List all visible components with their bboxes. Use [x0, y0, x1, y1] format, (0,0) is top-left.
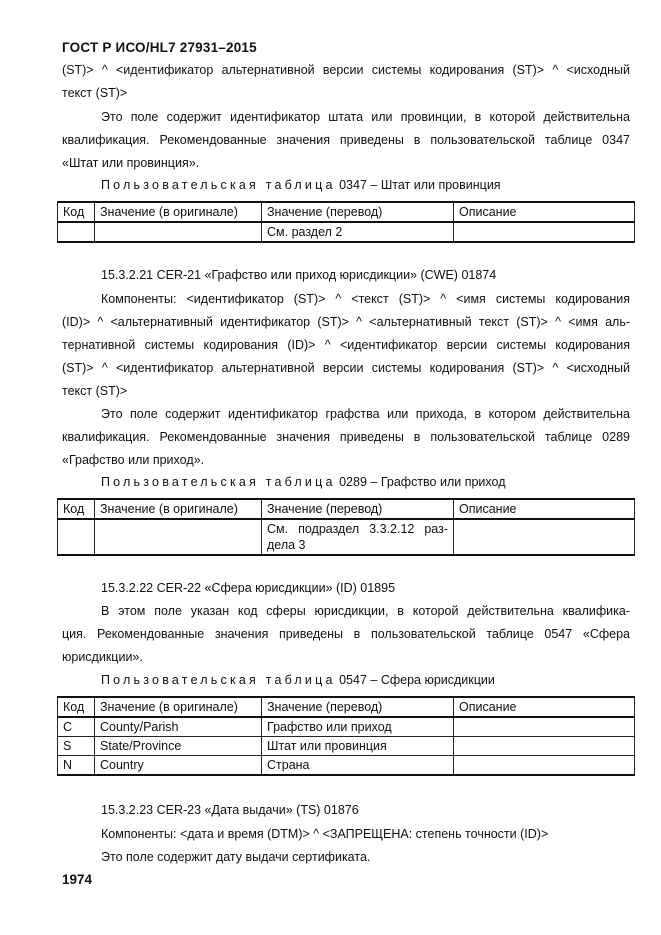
- paragraph-line: Это поле содержит идентификатор штата или провинции, в которой действительна: [101, 110, 630, 124]
- table-cell: [454, 519, 635, 555]
- paragraph-line: В этом поле указан код сферы юрисдикции, в которой действительна квалифика-: [101, 604, 630, 618]
- table-cell: [262, 519, 454, 555]
- paragraph-line: квалификация. Рекомендованные значения приведены в пользовательской таблице 0289: [62, 430, 630, 444]
- cell-line: См. подраздел 3.3.2.12 раз-: [267, 522, 448, 536]
- table-cell: [95, 222, 262, 242]
- table-cell: [454, 756, 635, 776]
- table-row: [58, 222, 635, 242]
- column-header: Значение (перевод): [262, 202, 454, 222]
- paragraph-line: Компоненты: <идентификатор (ST)> ^ <текст (ST)> ^ <имя системы кодирования: [101, 292, 630, 306]
- column-header: Описание: [454, 697, 635, 717]
- table-row: [58, 737, 635, 756]
- table-caption: Пользовательская таблица 0289 – Графство или приход: [101, 475, 506, 489]
- paragraph-line: ция. Рекомендованные значения приведены в пользовательской таблице 0547 «Сфера: [62, 627, 630, 641]
- column-header: Код: [58, 202, 95, 222]
- column-header: Значение (в оригинале): [95, 499, 262, 519]
- paragraph-line: (ID)> ^ <альтернативный идентификатор (ST)> ^ <альтернативный текст (ST)> ^ <имя аль-: [62, 315, 630, 329]
- paragraph-line: (ST)> ^ <идентификатор альтернативной версии системы кодирования (ST)> ^ <исходный: [62, 361, 630, 375]
- paragraph-line: Это поле содержит дату выдачи сертификата.: [101, 850, 371, 864]
- user-table-0289: [57, 498, 635, 556]
- column-header: Описание: [454, 499, 635, 519]
- table-cell: [95, 519, 262, 555]
- paragraph-line: Это поле содержит идентификатор графства или прихода, в котором действительна: [101, 407, 630, 421]
- table-cell: State/Province: [95, 737, 262, 756]
- table-cell: [58, 222, 95, 242]
- table-cell: [454, 222, 635, 242]
- table-cell: S: [58, 737, 95, 756]
- table-cell: County/Parish: [95, 717, 262, 737]
- table-caption: Пользовательская таблица 0547 – Сфера юрисдикции: [101, 673, 495, 687]
- paragraph-line: «Графство или приход».: [62, 453, 205, 467]
- section-title: 15.3.2.23 CER-23 «Дата выдачи» (TS) 01876: [101, 803, 359, 817]
- paragraph-line: текст (ST)>: [62, 86, 128, 100]
- table-row: [58, 717, 635, 737]
- table-cell: Штат или провинция: [262, 737, 454, 756]
- cell-line: дела 3: [267, 538, 306, 552]
- user-table-0547: [57, 696, 635, 776]
- column-header: Значение (перевод): [262, 697, 454, 717]
- paragraph-line: квалификация. Рекомендованные значения приведены в пользовательской таблице 0347: [62, 133, 630, 147]
- column-header: Значение (в оригинале): [95, 697, 262, 717]
- table-row: [58, 519, 635, 555]
- table-cell: Графство или приход: [262, 717, 454, 737]
- table-cell: [454, 717, 635, 737]
- table-cell: См. раздел 2: [262, 222, 454, 242]
- paragraph-line: текст (ST)>: [62, 384, 128, 398]
- page-number: 1974: [62, 872, 93, 887]
- paragraph-line: «Штат или провинция».: [62, 156, 200, 170]
- user-table-0347: [57, 201, 635, 243]
- column-header: Значение (перевод): [262, 499, 454, 519]
- table-cell: [454, 737, 635, 756]
- paragraph-line: юрисдикции».: [62, 650, 143, 664]
- column-header: Значение (в оригинале): [95, 202, 262, 222]
- document-header: ГОСТ Р ИСО/HL7 27931–2015: [62, 40, 257, 55]
- paragraph-line: (ST)> ^ <идентификатор альтернативной версии системы кодирования (ST)> ^ <исходный: [62, 63, 630, 77]
- section-title: 15.3.2.22 CER-22 «Сфера юрисдикции» (ID) 01895: [101, 581, 396, 595]
- table-cell: C: [58, 717, 95, 737]
- paragraph-line: Компоненты: <дата и время (DTM)> ^ <ЗАПРЕЩЕНА: степень точности (ID)>: [101, 827, 549, 841]
- table-cell: [58, 519, 95, 555]
- table-cell: Страна: [262, 756, 454, 776]
- section-title: 15.3.2.21 CER-21 «Графство или приход юрисдикции» (CWE) 01874: [101, 268, 497, 282]
- column-header: Код: [58, 697, 95, 717]
- table-cell: N: [58, 756, 95, 776]
- column-header: Код: [58, 499, 95, 519]
- table-cell: Country: [95, 756, 262, 776]
- table-row: [58, 756, 635, 776]
- table-caption: Пользовательская таблица 0347 – Штат или провинция: [101, 178, 501, 192]
- column-header: Описание: [454, 202, 635, 222]
- paragraph-line: тернативной системы кодирования (ID)> ^ <идентификатор версии системы кодирования: [62, 338, 630, 352]
